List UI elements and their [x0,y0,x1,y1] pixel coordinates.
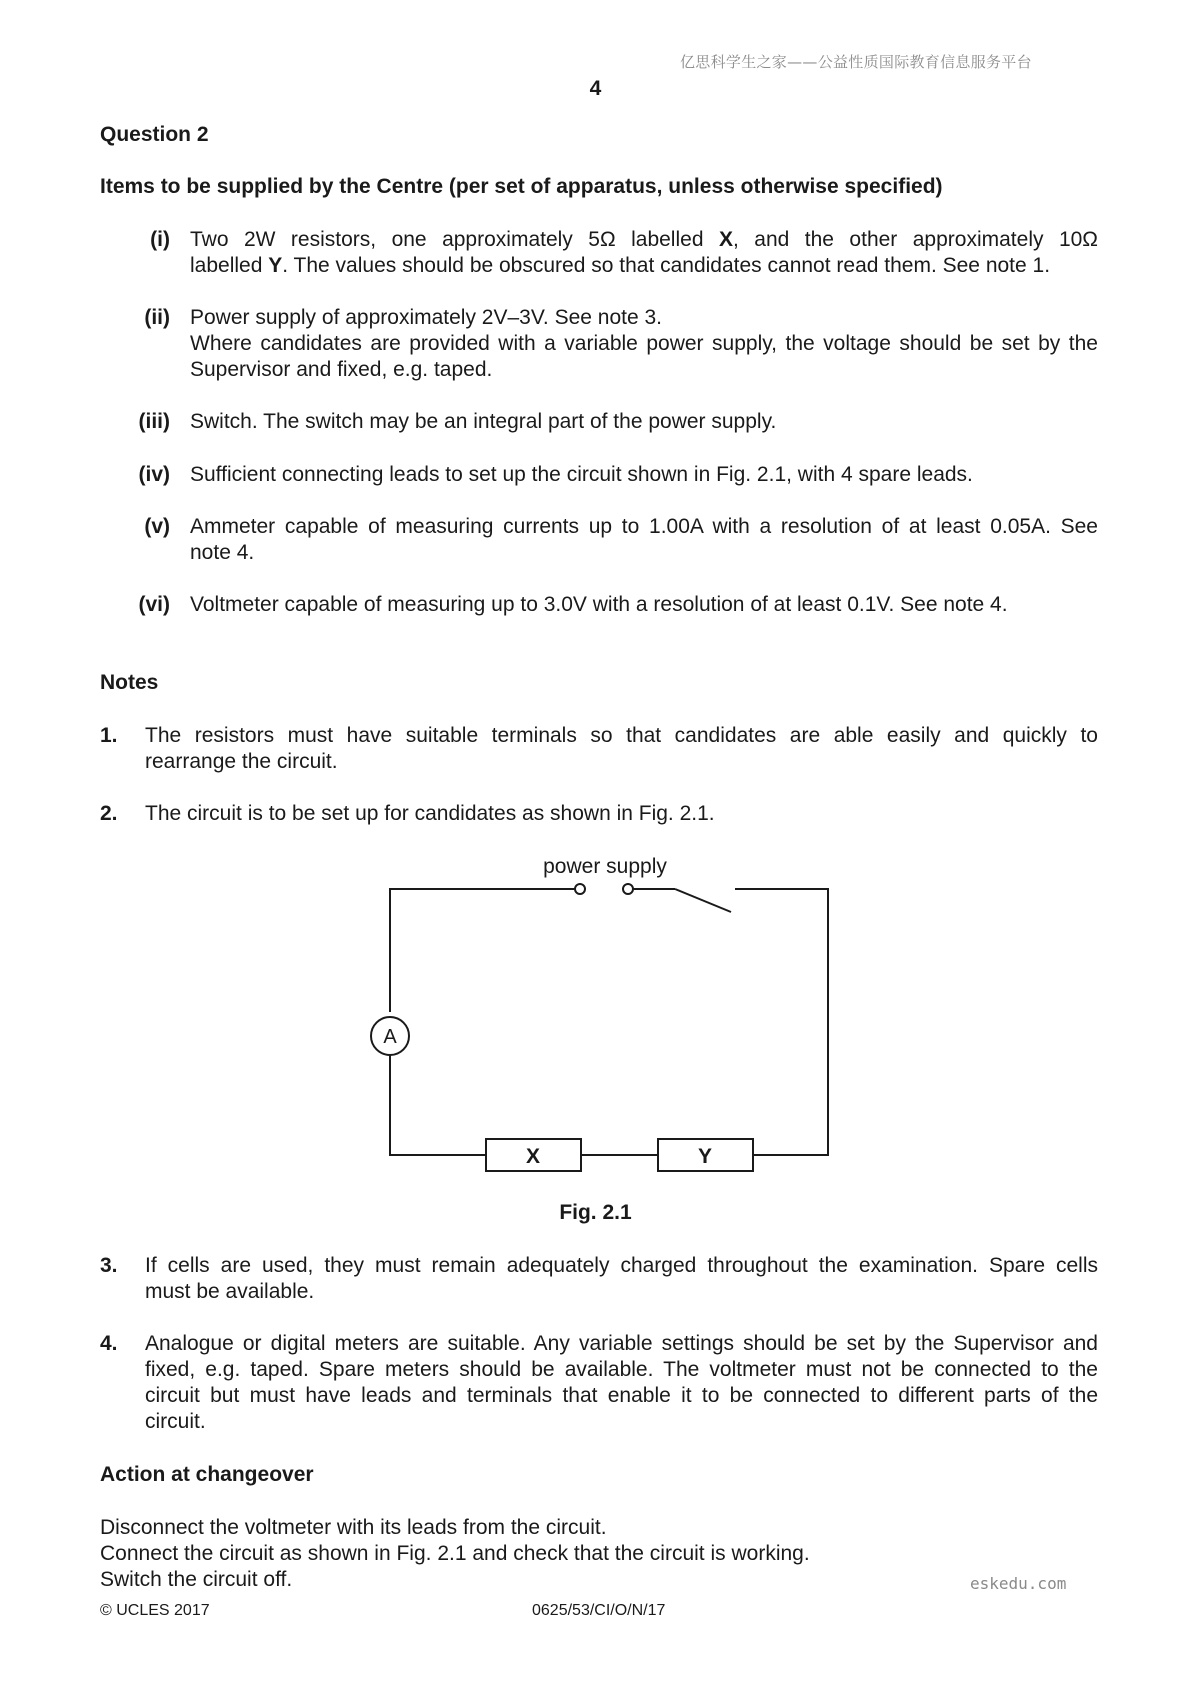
note-line: Analogue or digital meters are suitable. Any variable settings should be set by the Supervisor and [145,1332,1098,1355]
watermark-top: 亿思科学生之家——公益性质国际教育信息服务平台 [680,53,1032,71]
note-line: The circuit is to be set up for candidates as shown in Fig. 2.1. [145,802,715,825]
item-number: (vi) [138,593,170,616]
terminal-left [575,884,585,894]
item-number: (ii) [144,306,170,329]
wire-bottom-left [390,1055,486,1155]
note-line: must be available. [145,1280,315,1303]
page-number: 4 [589,77,602,100]
circuit-diagram [0,840,1191,1180]
changeover-text [100,1515,810,1593]
changeover-line: Disconnect the voltmeter with its leads from the circuit. [100,1516,607,1539]
terminal-right [623,884,633,894]
note-line: fixed, e.g. taped. Spare meters should be available. The voltmeter must not be connected to the [145,1358,1098,1381]
changeover-heading: Action at changeover [100,1463,314,1486]
item-line: Voltmeter capable of measuring up to 3.0V with a resolution of at least 0.1V. See note 4. [190,593,1008,616]
note-number: 2. [100,802,118,825]
note-line: circuit. [145,1410,206,1433]
item-line: labelled Y. The values should be obscured so that candidates cannot read them. See note 1. [190,254,1051,277]
item-line: note 4. [190,541,255,564]
item-line: Where candidates are provided with a variable power supply, the voltage should be set by the [190,332,1098,355]
item-line: Switch. The switch may be an integral part of the power supply. [190,410,777,433]
note-line: circuit but must have leads and terminals that enable it to be connected to different parts of the [145,1384,1098,1407]
item-number: (i) [150,228,170,251]
footer-code: 0625/53/CI/O/N/17 [532,1602,666,1619]
note-line: The resistors must have suitable terminals so that candidates are able easily and quickly to [145,724,1098,747]
item-line: Ammeter capable of measuring currents up to 1.00A with a resolution of at least 0.05A. See [190,515,1098,538]
ammeter-label: A [383,1026,397,1048]
power-supply-label: power supply [543,855,667,878]
note-line: rearrange the circuit. [145,750,338,773]
note-number: 3. [100,1254,118,1277]
notes-heading: Notes [100,671,159,694]
changeover-line: Switch the circuit off. [100,1568,293,1591]
item-number: (v) [144,515,170,538]
note-number: 4. [100,1332,118,1355]
item-line: Supervisor and fixed, e.g. taped. [190,358,493,381]
resistor-y-label: Y [697,1145,713,1168]
item-number: (iv) [138,463,170,486]
figure-caption: Fig. 2.1 [559,1201,632,1224]
footer-copyright: © UCLES 2017 [100,1602,210,1619]
note-number: 1. [100,724,118,747]
item-line: Two 2W resistors, one approximately 5Ω labelled X, and the other approximately 10Ω [190,228,1099,251]
item-line: Power supply of approximately 2V–3V. See note 3. [190,306,663,329]
switch-blade [675,889,731,912]
item-line: Sufficient connecting leads to set up the circuit shown in Fig. 2.1, with 4 spare leads. [190,463,973,486]
wire-top-left [390,889,575,1012]
changeover-line: Connect the circuit as shown in Fig. 2.1 and check that the circuit is working. [100,1542,810,1565]
watermark-bottom: eskedu.com [970,1574,1067,1593]
wire-right [735,889,828,1155]
resistor-x-label: X [525,1145,541,1168]
item-number: (iii) [138,410,170,433]
question-title: Question 2 [100,123,209,146]
note-line: If cells are used, they must remain adequately charged throughout the examination. Spare cells [145,1254,1098,1277]
items-heading: Items to be supplied by the Centre (per set of apparatus, unless otherwise specified) [100,175,943,198]
